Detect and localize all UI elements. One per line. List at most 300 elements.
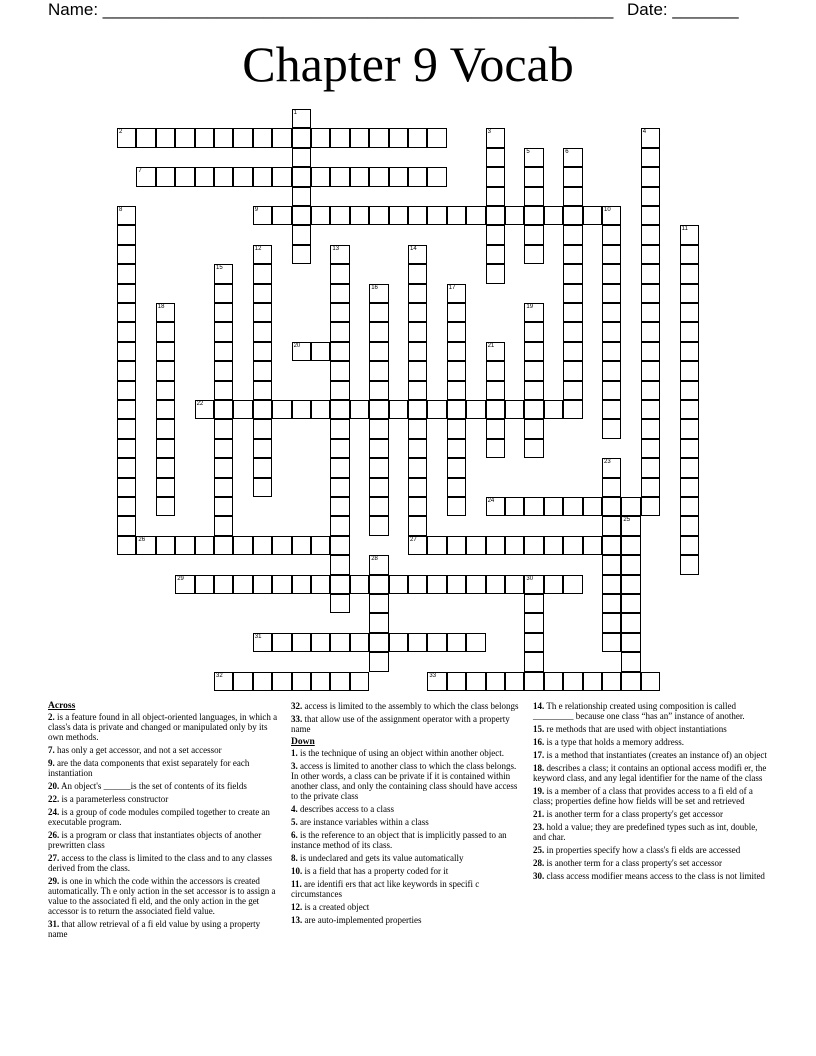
grid-cell[interactable] [680, 225, 699, 244]
grid-cell[interactable] [408, 439, 427, 458]
grid-cell[interactable] [408, 128, 427, 147]
grid-cell[interactable] [292, 128, 311, 147]
grid-cell[interactable] [272, 128, 291, 147]
grid-cell[interactable] [408, 303, 427, 322]
grid-cell[interactable] [369, 575, 388, 594]
grid-cell[interactable] [195, 536, 214, 555]
grid-cell[interactable] [389, 575, 408, 594]
grid-cell[interactable] [583, 206, 602, 225]
name-field[interactable]: Name: ______________________________________________________ [48, 0, 614, 19]
grid-cell[interactable] [524, 303, 543, 322]
grid-cell[interactable] [641, 672, 660, 691]
grid-cell[interactable] [447, 361, 466, 380]
grid-cell[interactable] [253, 381, 272, 400]
grid-cell[interactable] [233, 400, 252, 419]
grid-cell[interactable] [524, 187, 543, 206]
grid-cell[interactable] [214, 439, 233, 458]
grid-cell[interactable] [524, 497, 543, 516]
grid-cell[interactable] [621, 633, 640, 652]
grid-cell[interactable] [524, 536, 543, 555]
grid-cell[interactable] [621, 594, 640, 613]
grid-cell[interactable] [641, 245, 660, 264]
grid-cell[interactable] [156, 361, 175, 380]
grid-cell[interactable] [524, 342, 543, 361]
grid-cell[interactable] [369, 555, 388, 574]
grid-cell[interactable] [680, 478, 699, 497]
grid-cell[interactable] [621, 575, 640, 594]
grid-cell[interactable] [427, 206, 446, 225]
grid-cell[interactable] [602, 322, 621, 341]
grid-cell[interactable] [563, 381, 582, 400]
grid-cell[interactable] [563, 672, 582, 691]
grid-cell[interactable] [427, 672, 446, 691]
grid-cell[interactable] [563, 361, 582, 380]
grid-cell[interactable] [253, 167, 272, 186]
grid-cell[interactable] [272, 672, 291, 691]
grid-cell[interactable] [447, 497, 466, 516]
grid-cell[interactable] [447, 633, 466, 652]
grid-cell[interactable] [369, 303, 388, 322]
grid-cell[interactable] [214, 264, 233, 283]
grid-cell[interactable] [447, 342, 466, 361]
grid-cell[interactable] [156, 458, 175, 477]
grid-cell[interactable] [214, 361, 233, 380]
grid-cell[interactable] [156, 381, 175, 400]
grid-cell[interactable] [602, 264, 621, 283]
grid-cell[interactable] [292, 536, 311, 555]
grid-cell[interactable] [524, 400, 543, 419]
grid-cell[interactable] [641, 497, 660, 516]
grid-cell[interactable] [136, 167, 155, 186]
grid-cell[interactable] [641, 303, 660, 322]
grid-cell[interactable] [641, 322, 660, 341]
grid-cell[interactable] [311, 633, 330, 652]
grid-cell[interactable] [524, 361, 543, 380]
grid-cell[interactable] [253, 284, 272, 303]
grid-cell[interactable] [214, 303, 233, 322]
grid-cell[interactable] [292, 206, 311, 225]
grid-cell[interactable] [117, 206, 136, 225]
grid-cell[interactable] [524, 167, 543, 186]
grid-cell[interactable] [156, 128, 175, 147]
grid-cell[interactable] [427, 400, 446, 419]
grid-cell[interactable] [350, 128, 369, 147]
grid-cell[interactable] [117, 478, 136, 497]
grid-cell[interactable] [272, 206, 291, 225]
grid-cell[interactable] [602, 613, 621, 632]
grid-cell[interactable] [427, 128, 446, 147]
grid-cell[interactable] [563, 167, 582, 186]
grid-cell[interactable] [350, 633, 369, 652]
grid-cell[interactable] [602, 575, 621, 594]
grid-cell[interactable] [117, 419, 136, 438]
grid-cell[interactable] [369, 284, 388, 303]
grid-cell[interactable] [330, 497, 349, 516]
grid-cell[interactable] [156, 303, 175, 322]
grid-cell[interactable] [389, 206, 408, 225]
grid-cell[interactable] [563, 148, 582, 167]
grid-cell[interactable] [330, 245, 349, 264]
grid-cell[interactable] [330, 264, 349, 283]
grid-cell[interactable] [447, 419, 466, 438]
grid-cell[interactable] [641, 381, 660, 400]
grid-cell[interactable] [505, 497, 524, 516]
grid-cell[interactable] [233, 672, 252, 691]
grid-cell[interactable] [117, 536, 136, 555]
grid-cell[interactable] [680, 322, 699, 341]
grid-cell[interactable] [486, 225, 505, 244]
grid-cell[interactable] [350, 400, 369, 419]
grid-cell[interactable] [408, 284, 427, 303]
grid-cell[interactable] [117, 381, 136, 400]
grid-cell[interactable] [427, 167, 446, 186]
grid-cell[interactable] [214, 516, 233, 535]
grid-cell[interactable] [680, 419, 699, 438]
grid-cell[interactable] [311, 400, 330, 419]
grid-cell[interactable] [253, 264, 272, 283]
grid-cell[interactable] [641, 225, 660, 244]
grid-cell[interactable] [292, 245, 311, 264]
grid-cell[interactable] [330, 206, 349, 225]
grid-cell[interactable] [447, 206, 466, 225]
grid-cell[interactable] [408, 361, 427, 380]
grid-cell[interactable] [214, 478, 233, 497]
grid-cell[interactable] [602, 497, 621, 516]
grid-cell[interactable] [486, 672, 505, 691]
grid-cell[interactable] [330, 128, 349, 147]
grid-cell[interactable] [253, 633, 272, 652]
grid-cell[interactable] [524, 419, 543, 438]
grid-cell[interactable] [466, 400, 485, 419]
grid-cell[interactable] [408, 206, 427, 225]
grid-cell[interactable] [175, 167, 194, 186]
grid-cell[interactable] [602, 516, 621, 535]
grid-cell[interactable] [408, 458, 427, 477]
grid-cell[interactable] [253, 672, 272, 691]
grid-cell[interactable] [214, 536, 233, 555]
grid-cell[interactable] [680, 516, 699, 535]
grid-cell[interactable] [233, 167, 252, 186]
grid-cell[interactable] [408, 381, 427, 400]
grid-cell[interactable] [272, 575, 291, 594]
grid-cell[interactable] [505, 206, 524, 225]
grid-cell[interactable] [389, 167, 408, 186]
grid-cell[interactable] [175, 575, 194, 594]
grid-cell[interactable] [486, 167, 505, 186]
grid-cell[interactable] [117, 400, 136, 419]
grid-cell[interactable] [156, 497, 175, 516]
grid-cell[interactable] [602, 342, 621, 361]
grid-cell[interactable] [563, 322, 582, 341]
grid-cell[interactable] [330, 342, 349, 361]
grid-cell[interactable] [641, 439, 660, 458]
grid-cell[interactable] [214, 381, 233, 400]
grid-cell[interactable] [544, 672, 563, 691]
grid-cell[interactable] [447, 322, 466, 341]
grid-cell[interactable] [641, 187, 660, 206]
grid-cell[interactable] [156, 167, 175, 186]
grid-cell[interactable] [447, 536, 466, 555]
grid-cell[interactable] [447, 478, 466, 497]
grid-cell[interactable] [524, 381, 543, 400]
grid-cell[interactable] [369, 419, 388, 438]
grid-cell[interactable] [292, 225, 311, 244]
grid-cell[interactable] [272, 633, 291, 652]
grid-cell[interactable] [621, 555, 640, 574]
grid-cell[interactable] [330, 381, 349, 400]
grid-cell[interactable] [563, 303, 582, 322]
grid-cell[interactable] [563, 400, 582, 419]
grid-cell[interactable] [156, 536, 175, 555]
grid-cell[interactable] [505, 536, 524, 555]
grid-cell[interactable] [447, 400, 466, 419]
grid-cell[interactable] [680, 245, 699, 264]
grid-cell[interactable] [602, 303, 621, 322]
grid-cell[interactable] [195, 575, 214, 594]
grid-cell[interactable] [330, 400, 349, 419]
grid-cell[interactable] [117, 439, 136, 458]
grid-cell[interactable] [156, 342, 175, 361]
grid-cell[interactable] [466, 206, 485, 225]
grid-cell[interactable] [330, 516, 349, 535]
grid-cell[interactable] [427, 536, 446, 555]
grid-cell[interactable] [292, 575, 311, 594]
grid-cell[interactable] [408, 342, 427, 361]
grid-cell[interactable] [563, 264, 582, 283]
grid-cell[interactable] [292, 167, 311, 186]
grid-cell[interactable] [195, 400, 214, 419]
grid-cell[interactable] [369, 206, 388, 225]
grid-cell[interactable] [641, 206, 660, 225]
grid-cell[interactable] [602, 458, 621, 477]
grid-cell[interactable] [602, 594, 621, 613]
grid-cell[interactable] [253, 245, 272, 264]
grid-cell[interactable] [156, 322, 175, 341]
grid-cell[interactable] [117, 458, 136, 477]
grid-cell[interactable] [563, 245, 582, 264]
grid-cell[interactable] [369, 439, 388, 458]
grid-cell[interactable] [602, 400, 621, 419]
grid-cell[interactable] [408, 575, 427, 594]
grid-cell[interactable] [621, 652, 640, 671]
grid-cell[interactable] [641, 478, 660, 497]
grid-cell[interactable] [214, 400, 233, 419]
grid-cell[interactable] [330, 633, 349, 652]
grid-cell[interactable] [389, 633, 408, 652]
grid-cell[interactable] [214, 672, 233, 691]
grid-cell[interactable] [621, 497, 640, 516]
grid-cell[interactable] [447, 303, 466, 322]
grid-cell[interactable] [369, 167, 388, 186]
grid-cell[interactable] [330, 322, 349, 341]
grid-cell[interactable] [195, 167, 214, 186]
grid-cell[interactable] [253, 400, 272, 419]
grid-cell[interactable] [350, 206, 369, 225]
grid-cell[interactable] [602, 225, 621, 244]
grid-cell[interactable] [389, 128, 408, 147]
grid-cell[interactable] [602, 284, 621, 303]
grid-cell[interactable] [602, 478, 621, 497]
grid-cell[interactable] [136, 536, 155, 555]
grid-cell[interactable] [330, 419, 349, 438]
grid-cell[interactable] [602, 245, 621, 264]
grid-cell[interactable] [486, 536, 505, 555]
grid-cell[interactable] [524, 652, 543, 671]
grid-cell[interactable] [602, 672, 621, 691]
grid-cell[interactable] [602, 633, 621, 652]
grid-cell[interactable] [408, 322, 427, 341]
grid-cell[interactable] [311, 536, 330, 555]
grid-cell[interactable] [369, 381, 388, 400]
grid-cell[interactable] [524, 148, 543, 167]
grid-cell[interactable] [214, 128, 233, 147]
grid-cell[interactable] [505, 400, 524, 419]
grid-cell[interactable] [486, 187, 505, 206]
grid-cell[interactable] [253, 206, 272, 225]
grid-cell[interactable] [621, 536, 640, 555]
grid-cell[interactable] [583, 672, 602, 691]
grid-cell[interactable] [311, 672, 330, 691]
grid-cell[interactable] [330, 555, 349, 574]
grid-cell[interactable] [369, 516, 388, 535]
grid-cell[interactable] [505, 672, 524, 691]
grid-cell[interactable] [311, 128, 330, 147]
grid-cell[interactable] [253, 128, 272, 147]
grid-cell[interactable] [447, 284, 466, 303]
grid-cell[interactable] [602, 206, 621, 225]
grid-cell[interactable] [253, 303, 272, 322]
grid-cell[interactable] [427, 575, 446, 594]
grid-cell[interactable] [408, 264, 427, 283]
grid-cell[interactable] [214, 284, 233, 303]
grid-cell[interactable] [369, 478, 388, 497]
grid-cell[interactable] [253, 322, 272, 341]
grid-cell[interactable] [544, 575, 563, 594]
grid-cell[interactable] [563, 225, 582, 244]
grid-cell[interactable] [156, 419, 175, 438]
grid-cell[interactable] [486, 148, 505, 167]
grid-cell[interactable] [408, 516, 427, 535]
grid-cell[interactable] [621, 672, 640, 691]
grid-cell[interactable] [447, 381, 466, 400]
grid-cell[interactable] [156, 478, 175, 497]
grid-cell[interactable] [602, 555, 621, 574]
grid-cell[interactable] [544, 536, 563, 555]
grid-cell[interactable] [602, 419, 621, 438]
grid-cell[interactable] [408, 419, 427, 438]
grid-cell[interactable] [350, 575, 369, 594]
grid-cell[interactable] [680, 439, 699, 458]
grid-cell[interactable] [680, 555, 699, 574]
grid-cell[interactable] [524, 594, 543, 613]
grid-cell[interactable] [544, 497, 563, 516]
grid-cell[interactable] [214, 167, 233, 186]
grid-cell[interactable] [486, 206, 505, 225]
grid-cell[interactable] [253, 575, 272, 594]
grid-cell[interactable] [466, 633, 485, 652]
grid-cell[interactable] [311, 167, 330, 186]
grid-cell[interactable] [253, 478, 272, 497]
grid-cell[interactable] [369, 652, 388, 671]
grid-cell[interactable] [117, 516, 136, 535]
grid-cell[interactable] [544, 400, 563, 419]
grid-cell[interactable] [117, 264, 136, 283]
grid-cell[interactable] [583, 536, 602, 555]
grid-cell[interactable] [214, 458, 233, 477]
grid-cell[interactable] [233, 536, 252, 555]
grid-cell[interactable] [466, 575, 485, 594]
grid-cell[interactable] [117, 225, 136, 244]
grid-cell[interactable] [117, 322, 136, 341]
grid-cell[interactable] [563, 187, 582, 206]
grid-cell[interactable] [505, 575, 524, 594]
grid-cell[interactable] [292, 633, 311, 652]
grid-cell[interactable] [233, 575, 252, 594]
grid-cell[interactable] [408, 536, 427, 555]
grid-cell[interactable] [369, 400, 388, 419]
grid-cell[interactable] [524, 206, 543, 225]
grid-cell[interactable] [292, 400, 311, 419]
grid-cell[interactable] [330, 167, 349, 186]
grid-cell[interactable] [369, 128, 388, 147]
grid-cell[interactable] [680, 361, 699, 380]
grid-cell[interactable] [117, 361, 136, 380]
grid-cell[interactable] [680, 264, 699, 283]
grid-cell[interactable] [486, 245, 505, 264]
grid-cell[interactable] [117, 303, 136, 322]
grid-cell[interactable] [214, 419, 233, 438]
grid-cell[interactable] [621, 613, 640, 632]
grid-cell[interactable] [330, 478, 349, 497]
grid-cell[interactable] [544, 206, 563, 225]
grid-cell[interactable] [330, 439, 349, 458]
grid-cell[interactable] [680, 284, 699, 303]
grid-cell[interactable] [330, 594, 349, 613]
grid-cell[interactable] [408, 633, 427, 652]
grid-cell[interactable] [641, 284, 660, 303]
grid-cell[interactable] [330, 536, 349, 555]
grid-cell[interactable] [156, 400, 175, 419]
grid-cell[interactable] [292, 109, 311, 128]
grid-cell[interactable] [524, 672, 543, 691]
grid-cell[interactable] [563, 497, 582, 516]
grid-cell[interactable] [563, 575, 582, 594]
grid-cell[interactable] [330, 672, 349, 691]
grid-cell[interactable] [486, 342, 505, 361]
grid-cell[interactable] [253, 419, 272, 438]
grid-cell[interactable] [117, 245, 136, 264]
grid-cell[interactable] [233, 128, 252, 147]
grid-cell[interactable] [330, 303, 349, 322]
grid-cell[interactable] [641, 400, 660, 419]
grid-cell[interactable] [447, 575, 466, 594]
grid-cell[interactable] [641, 167, 660, 186]
grid-cell[interactable] [311, 575, 330, 594]
grid-cell[interactable] [350, 167, 369, 186]
grid-cell[interactable] [408, 497, 427, 516]
grid-cell[interactable] [602, 381, 621, 400]
grid-cell[interactable] [330, 284, 349, 303]
grid-cell[interactable] [486, 575, 505, 594]
grid-cell[interactable] [369, 613, 388, 632]
grid-cell[interactable] [292, 342, 311, 361]
grid-cell[interactable] [369, 458, 388, 477]
grid-cell[interactable] [524, 613, 543, 632]
grid-cell[interactable] [486, 381, 505, 400]
grid-cell[interactable] [524, 245, 543, 264]
grid-cell[interactable] [602, 536, 621, 555]
grid-cell[interactable] [253, 439, 272, 458]
